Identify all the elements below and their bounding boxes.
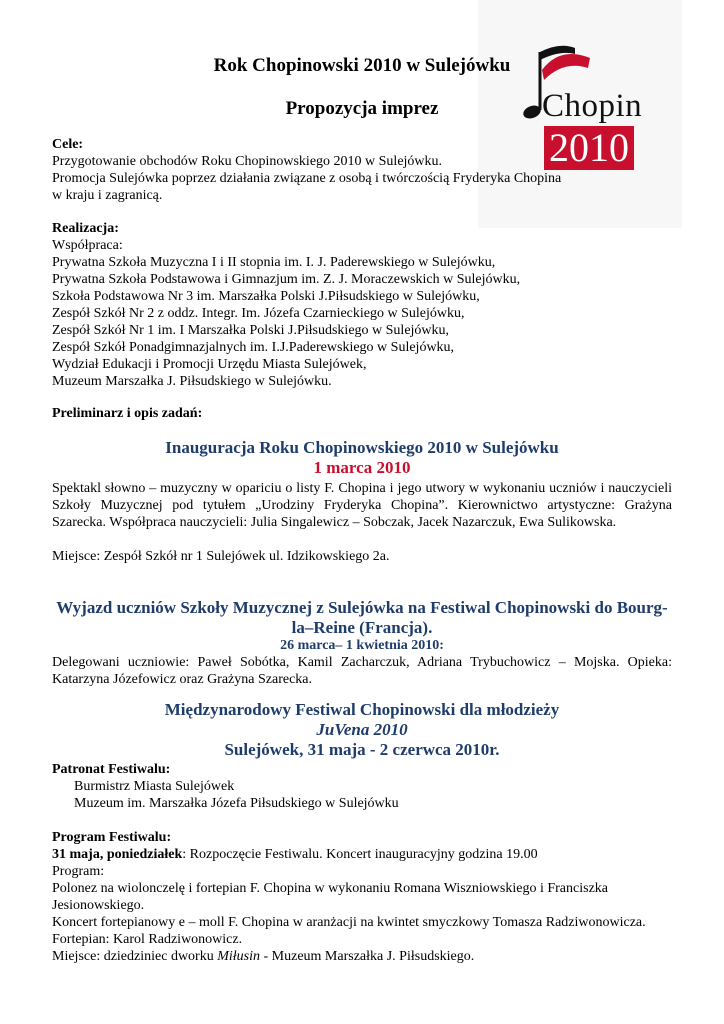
realizacja-line: Muzeum Marszałka J. Piłsudskiego w Sulejówku. — [52, 374, 332, 389]
preliminarz-label: Preliminarz i opis zadań: — [52, 406, 203, 421]
cele-line: Promocja Sulejówka poprzez działania związane z osobą i twórczością Fryderyka Chopina — [52, 171, 562, 186]
event-festiwal — [52, 700, 672, 760]
patronat-label: Patronat Festiwalu: — [52, 762, 171, 777]
event-description: Delegowani uczniowie: Paweł Sobótka, Kamil Zacharczuk, Adriana Trybuchowicz – Mojska. Opieka: Katarzyna Józefowicz oraz Grażyna Szarecka. — [52, 655, 672, 687]
realizacja-section — [52, 220, 520, 390]
event-date: 1 marca 2010 — [313, 458, 411, 477]
event-heading: Inauguracja Roku Chopinowskiego 2010 w Sulejówku — [165, 438, 559, 457]
festival-details — [52, 761, 672, 965]
place-suffix: - Muzeum Marszałka J. Piłsudskiego. — [260, 949, 475, 964]
realizacja-line: Szkoła Podstawowa Nr 3 im. Marszałka Polski J.Piłsudskiego w Sulejówku, — [52, 289, 480, 304]
realizacja-line: Zespół Szkół Ponadgimnazjalnych im. I.J.Paderewskiego w Sulejówku, — [52, 340, 455, 355]
program-place — [52, 948, 672, 965]
logo-year: 2010 — [544, 126, 634, 170]
event-date: 26 marca– 1 kwietnia 2010: — [280, 638, 444, 653]
realizacja-line: Współpraca: — [52, 238, 123, 253]
event-heading-cont: la–Reine (Francja). — [291, 618, 433, 637]
realizacja-line: Prywatna Szkoła Podstawowa i Gimnazjum im. Z. J. Moraczewskich w Sulejówku, — [52, 272, 521, 287]
realizacja-line: Wydział Edukacji i Promocji Urzędu Miasta Sulejówek, — [52, 357, 367, 372]
event-description: Spektakl słowno – muzyczny w opariciu o listy F. Chopina i jego utwory w wykonaniu uczniów i nauczycieli Szkoły Muzycznej pod tytułem „Urodziny Fryderyka Chopina”. Kierownictwo artystyczne: Grażyna Szarecka. Współpraca nauczycieli: Julia Singalewicz – Sobczak, Jacek Nazarczuk, Ewa Sulikowska. — [52, 481, 672, 530]
cele-line: w kraju i zagranicą. — [52, 188, 163, 203]
realizacja-line: Zespół Szkół Nr 2 z oddz. Integr. Im. Józefa Czarnieckiego w Sulejówku, — [52, 306, 465, 321]
day1-text: : Rozpoczęcie Festiwalu. Koncert inauguracyjny godzina 19.00 — [182, 847, 538, 862]
program-label: Program Festiwalu: — [52, 830, 172, 845]
patronat-item: Burmistrz Miasta Sulejówek — [74, 779, 235, 794]
logo-word: Chopin — [542, 88, 643, 124]
program-item: Polonez na wiolonczelę i fortepian F. Chopina w wykonaniu Romana Wiszniowskiego i Franciszka Jesionowskiego. — [52, 881, 608, 913]
realizacja-label: Realizacja: — [52, 221, 119, 236]
program-item: Koncert fortepianowy e – moll F. Chopina w aranżacji na kwintet smyczkowy Tomasza Radziwonowicza. Fortepian: Karol Radziwonowicz. — [52, 915, 646, 947]
event-place: Miejsce: Zespół Szkół nr 1 Sulejówek ul. Idzikowskiego 2a. — [52, 549, 390, 564]
place-name: Miłusin — [217, 949, 260, 964]
cele-line: Przygotowanie obchodów Roku Chopinowskiego 2010 w Sulejówku. — [52, 154, 443, 169]
page-title: Rok Chopinowski 2010 w Sulejówku — [213, 55, 511, 76]
event-wyjazd — [52, 598, 672, 688]
program-day1 — [52, 846, 672, 863]
cele-label: Cele: — [52, 137, 84, 152]
event-heading: Wyjazd uczniów Szkoły Muzycznej z Sulejówka na Festiwal Chopinowski do Bourg- — [56, 598, 668, 617]
event-inauguracja — [52, 438, 672, 565]
day1-label: 31 maja, poniedziałek — [52, 847, 183, 862]
realizacja-line: Prywatna Szkoła Muzyczna I i II stopnia im. I. J. Paderewskiego w Sulejówku, — [52, 255, 496, 270]
festival-name: JuVena 2010 — [316, 720, 408, 739]
place-prefix: Miejsce: dziedziniec dworku — [52, 949, 218, 964]
program-word: Program: — [52, 864, 105, 879]
festival-dates: Sulejówek, 31 maja - 2 czerwca 2010r. — [224, 740, 500, 759]
page-subtitle: Propozycja imprez — [285, 98, 439, 119]
cele-section — [52, 136, 561, 204]
event-heading: Międzynarodowy Festiwal Chopinowski dla młodzieży — [164, 700, 560, 719]
realizacja-line: Zespół Szkół Nr 1 im. I Marszałka Polski J.Piłsudskiego w Sulejówku, — [52, 323, 450, 338]
patronat-item: Muzeum im. Marszałka Józefa Piłsudskiego w Sulejówku — [74, 796, 399, 811]
